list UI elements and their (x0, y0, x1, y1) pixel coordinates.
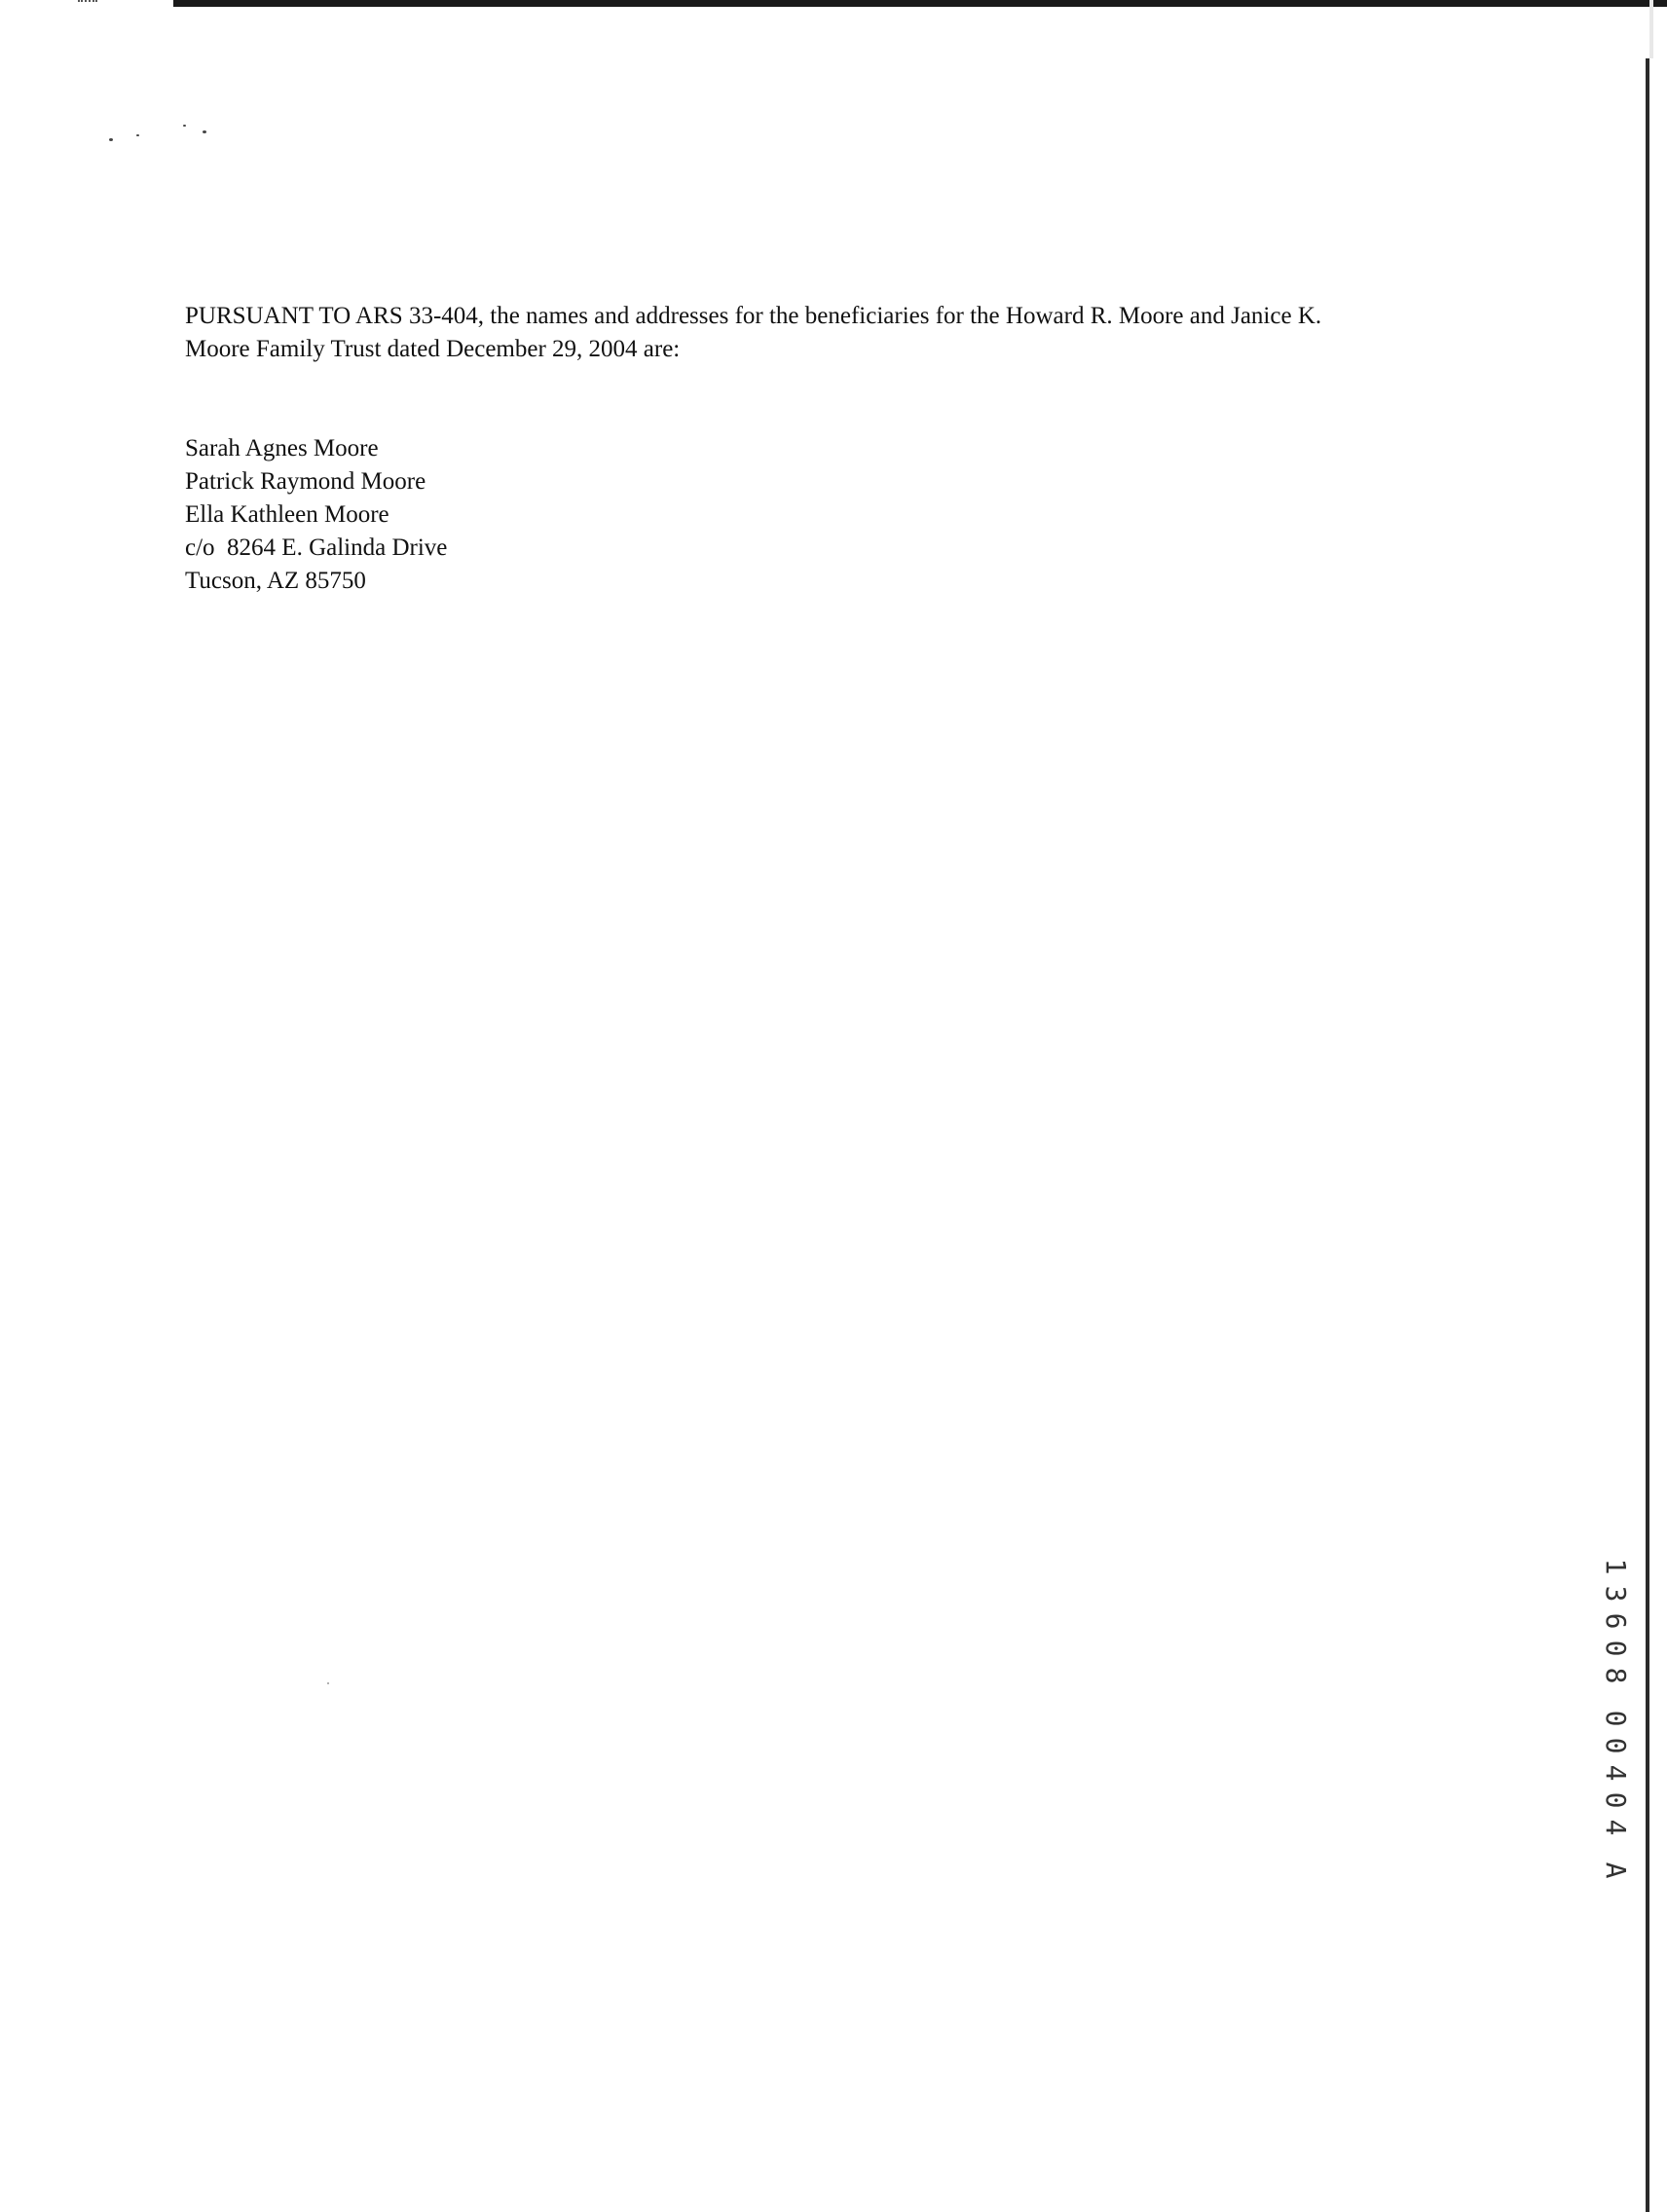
scan-right-border-faint (1649, 0, 1653, 58)
beneficiary-name: Patrick Raymond Moore (185, 468, 426, 495)
stamp-digit: 0 (1600, 1737, 1632, 1754)
stamp-letter: A (1600, 1862, 1632, 1879)
scan-speck (109, 138, 113, 141)
preamble-line-2: Moore Family Trust dated December 29, 2004 are: (185, 336, 681, 362)
stamp-digit: 4 (1600, 1764, 1632, 1782)
address-city-state-zip: Tucson, AZ 85750 (185, 568, 366, 594)
scan-artifact (78, 0, 97, 6)
stamp-digit: 0 (1600, 1791, 1632, 1809)
beneficiary-name: Ella Kathleen Moore (185, 501, 389, 528)
stamp-digit: 8 (1600, 1667, 1632, 1684)
preamble-line-1: PURSUANT TO ARS 33-404, the names and addresses for the beneficiaries for the Howard R. Moore and Janice K. (185, 303, 1322, 329)
scan-right-border (1646, 58, 1649, 2212)
stamp-digit: 0 (1600, 1710, 1632, 1727)
stamp-digit: 6 (1600, 1612, 1632, 1630)
scan-speck (136, 134, 139, 136)
stamp-digit: 0 (1600, 1640, 1632, 1657)
stamp-digit: 1 (1600, 1558, 1632, 1575)
stamp-digit: 4 (1600, 1819, 1632, 1836)
scan-speck (327, 1682, 329, 1684)
scan-speck (183, 125, 186, 127)
preamble-paragraph (185, 300, 1490, 366)
scan-top-border (173, 0, 1667, 7)
scan-speck (203, 130, 206, 133)
stamp-digit: 3 (1600, 1585, 1632, 1603)
recording-stamp-number (1601, 1553, 1630, 1884)
beneficiary-name: Sarah Agnes Moore (185, 435, 379, 461)
address-street: c/o 8264 E. Galinda Drive (185, 535, 448, 561)
beneficiary-address-block (185, 432, 447, 598)
